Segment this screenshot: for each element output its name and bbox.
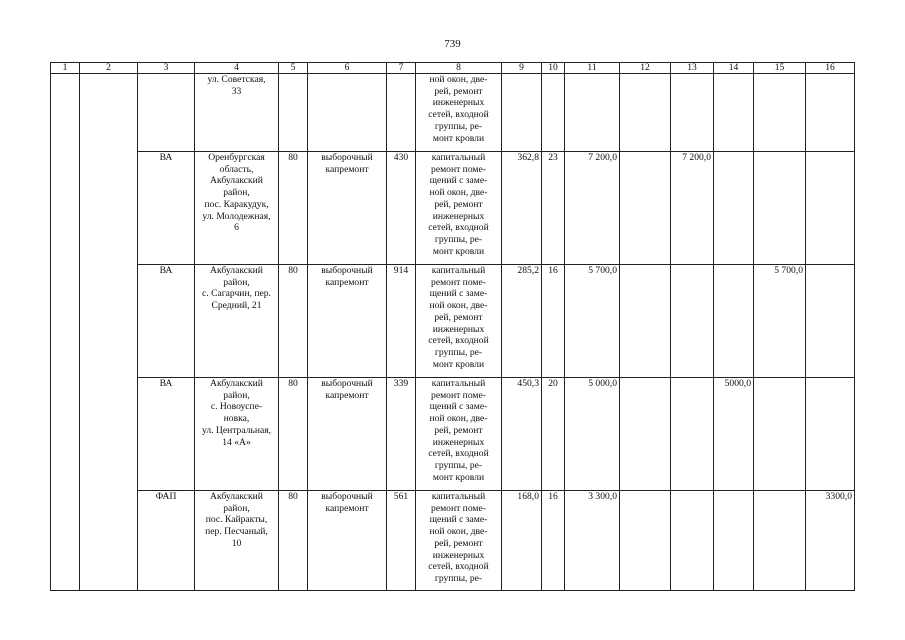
cell-col16 — [806, 74, 855, 152]
cell-col14 — [714, 265, 754, 378]
col-header-13: 13 — [671, 63, 714, 74]
cell-description: капитальный ремонт поме- щений с заме- ной окон, две- рей, ремонт инженерных сетей, входной группы, ре- монт кровли — [416, 378, 502, 491]
cell-description: капитальный ремонт поме- щений с заме- ной окон, две- рей, ремонт инженерных сетей, входной группы, ре- монт кровли — [416, 152, 502, 265]
cell-col13 — [671, 378, 714, 491]
cell-col15: 5 700,0 — [754, 265, 806, 378]
cell-col15 — [754, 491, 806, 591]
cell-work: выборочный капремонт — [308, 152, 387, 265]
cell-type — [138, 74, 195, 152]
col-header-11: 11 — [565, 63, 620, 74]
cell-col13: 7 200,0 — [671, 152, 714, 265]
col-header-10: 10 — [542, 63, 565, 74]
cell-col10: 20 — [542, 378, 565, 491]
col-header-7: 7 — [387, 63, 416, 74]
cell-type: ВА — [138, 265, 195, 378]
table-row — [51, 265, 855, 378]
cell-address: Акбулакский район, пос. Кайракты, пер. Песчаный, 10 — [195, 491, 279, 591]
col-header-3: 3 — [138, 63, 195, 74]
cell-col16 — [806, 152, 855, 265]
cell-col10: 16 — [542, 265, 565, 378]
cell-col12 — [620, 152, 671, 265]
cell-area: 450,3 — [502, 378, 542, 491]
cell-type: ВА — [138, 152, 195, 265]
cell-col14 — [714, 152, 754, 265]
cell-work — [308, 74, 387, 152]
data-table — [50, 62, 855, 591]
cell-total — [565, 74, 620, 152]
col-header-12: 12 — [620, 63, 671, 74]
cell-type: ФАП — [138, 491, 195, 591]
col-header-15: 15 — [754, 63, 806, 74]
cell-col12 — [620, 74, 671, 152]
col-header-6: 6 — [308, 63, 387, 74]
cell-col10 — [542, 74, 565, 152]
cell-area — [502, 74, 542, 152]
cell-area: 168,0 — [502, 491, 542, 591]
cell-col5: 80 — [279, 491, 308, 591]
col-header-2: 2 — [80, 63, 138, 74]
cell-col7 — [387, 74, 416, 152]
cell-address: Акбулакский район, с. Новоуспе- новка, ул. Центральная, 14 «А» — [195, 378, 279, 491]
cell-col15 — [754, 74, 806, 152]
cell-area: 362,8 — [502, 152, 542, 265]
col-header-5: 5 — [279, 63, 308, 74]
cell-col12 — [620, 378, 671, 491]
col-header-16: 16 — [806, 63, 855, 74]
header-row — [51, 63, 855, 74]
cell-address: Акбулакский район, с. Сагарчин, пер. Средний, 21 — [195, 265, 279, 378]
cell-total: 7 200,0 — [565, 152, 620, 265]
cell-total: 3 300,0 — [565, 491, 620, 591]
table-row — [51, 378, 855, 491]
cell-address: ул. Советская, 33 — [195, 74, 279, 152]
cell-col12 — [620, 265, 671, 378]
cell-col1 — [51, 74, 80, 591]
cell-address: Оренбургская область, Акбулакский район, пос. Каракудук, ул. Молодежная, 6 — [195, 152, 279, 265]
cell-col12 — [620, 491, 671, 591]
cell-total: 5 000,0 — [565, 378, 620, 491]
cell-col15 — [754, 152, 806, 265]
cell-col5 — [279, 74, 308, 152]
cell-col5: 80 — [279, 378, 308, 491]
cell-col16: 3300,0 — [806, 491, 855, 591]
cell-col7: 561 — [387, 491, 416, 591]
cell-col5: 80 — [279, 152, 308, 265]
cell-col16 — [806, 378, 855, 491]
table-row — [51, 74, 855, 152]
cell-col13 — [671, 74, 714, 152]
col-header-4: 4 — [195, 63, 279, 74]
cell-col2 — [80, 74, 138, 591]
cell-col7: 339 — [387, 378, 416, 491]
cell-col7: 914 — [387, 265, 416, 378]
cell-description: ной окон, две- рей, ремонт инженерных сетей, входной группы, ре- монт кровли — [416, 74, 502, 152]
cell-total: 5 700,0 — [565, 265, 620, 378]
col-header-14: 14 — [714, 63, 754, 74]
cell-col5: 80 — [279, 265, 308, 378]
cell-col15 — [754, 378, 806, 491]
cell-type: ВА — [138, 378, 195, 491]
col-header-9: 9 — [502, 63, 542, 74]
col-header-8: 8 — [416, 63, 502, 74]
page-number: 739 — [444, 38, 461, 50]
cell-col14 — [714, 491, 754, 591]
cell-col7: 430 — [387, 152, 416, 265]
cell-work: выборочный капремонт — [308, 265, 387, 378]
cell-col13 — [671, 491, 714, 591]
table-row — [51, 152, 855, 265]
cell-work: выборочный капремонт — [308, 378, 387, 491]
col-header-1: 1 — [51, 63, 80, 74]
cell-col10: 23 — [542, 152, 565, 265]
cell-area: 285,2 — [502, 265, 542, 378]
cell-description: капитальный ремонт поме- щений с заме- ной окон, две- рей, ремонт инженерных сетей, входной группы, ре- — [416, 491, 502, 591]
cell-col14: 5000,0 — [714, 378, 754, 491]
cell-col10: 16 — [542, 491, 565, 591]
table-row — [51, 491, 855, 591]
cell-work: выборочный капремонт — [308, 491, 387, 591]
cell-col14 — [714, 74, 754, 152]
cell-col13 — [671, 265, 714, 378]
cell-col16 — [806, 265, 855, 378]
cell-description: капитальный ремонт поме- щений с заме- ной окон, две- рей, ремонт инженерных сетей, входной группы, ре- монт кровли — [416, 265, 502, 378]
